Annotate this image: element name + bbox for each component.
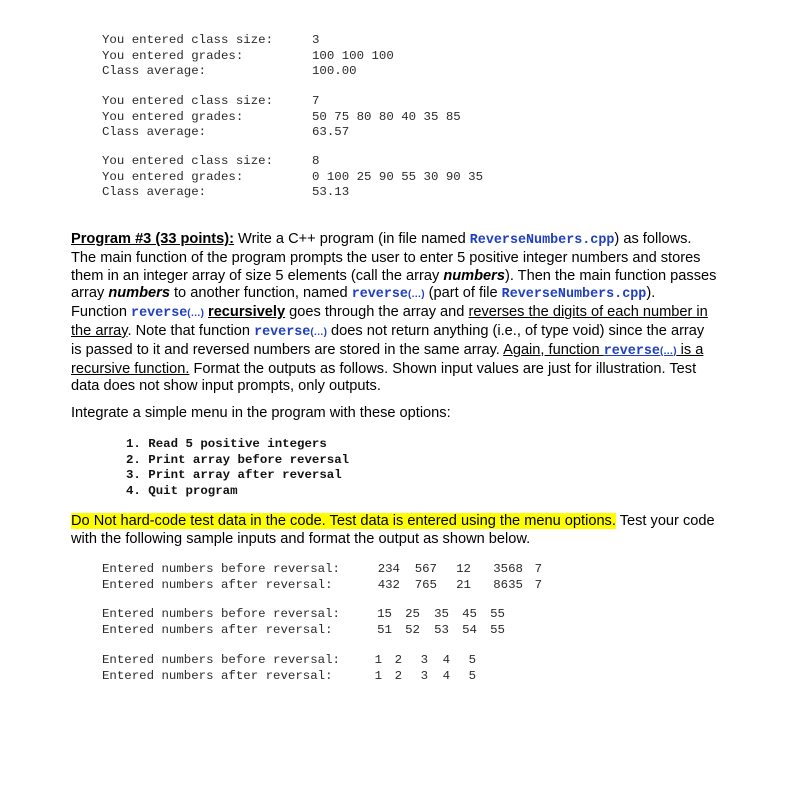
output-value: 0 100 25 90 55 30 90 35 — [312, 169, 484, 184]
number: 567 — [414, 562, 437, 576]
desc-text: the array — [71, 322, 128, 339]
output-value: 53.13 — [312, 185, 350, 199]
paren: (…) — [659, 345, 677, 357]
number: 55 — [490, 622, 505, 637]
paren: (…) — [310, 326, 327, 338]
output-label: Class average: — [102, 185, 207, 199]
number: 3 — [420, 653, 428, 667]
desc-line — [71, 342, 741, 361]
desc-line — [71, 513, 741, 531]
output-label: You entered class size: — [102, 94, 274, 108]
menu-intro — [71, 405, 741, 423]
desc-text: to another function, named — [169, 285, 352, 302]
desc-line — [71, 361, 741, 379]
desc-text: Function — [71, 304, 132, 321]
filename: ReverseNumbers.cpp — [501, 287, 647, 303]
number: 5 — [468, 653, 476, 667]
output-value: 63.57 — [312, 125, 350, 139]
number: 432 — [377, 577, 400, 592]
desc-text: ). — [646, 285, 656, 302]
paren: (…) — [407, 289, 425, 301]
number: 2 — [394, 668, 402, 683]
desc-text: reverses the digits of each number in — [468, 304, 708, 321]
desc-text: . Note that function — [127, 322, 255, 339]
desc-text: ). Then the main function passes — [504, 267, 717, 284]
reversal-label: Entered numbers before reversal: — [102, 653, 340, 667]
menu-intro-text: Integrate a simple menu in the program with these options: — [71, 405, 451, 421]
desc-text: Write a C++ program (in file named — [234, 231, 470, 247]
highlighted-text: Do Not hard-code test data in the code. Test data is entered using the menu options. — [71, 513, 616, 529]
output-value: 3 — [312, 33, 320, 47]
reversal-row-before — [102, 607, 505, 623]
desc-text: recursive function. — [71, 360, 190, 377]
output-label: You entered class size: — [102, 154, 274, 168]
test-instructions — [71, 513, 741, 549]
number: 52 — [405, 622, 420, 637]
output-label: You entered grades: — [102, 109, 244, 124]
output-value: 8 — [312, 154, 320, 168]
number: 21 — [456, 577, 471, 592]
number: 51 — [377, 622, 392, 637]
array-name: numbers — [108, 285, 170, 302]
output-label: You entered grades: — [102, 48, 244, 63]
number: 3568 — [493, 562, 523, 576]
desc-text: (part of file — [424, 285, 502, 302]
desc-text: does not return anything (i.e., of type void) since the array — [327, 322, 705, 339]
reversal-example-1 — [102, 562, 542, 593]
reversal-label: Entered numbers after reversal: — [102, 577, 333, 592]
number: 55 — [490, 607, 505, 621]
menu-option: 3. Print array after reversal — [126, 468, 342, 482]
reversal-row-after — [102, 622, 505, 639]
number: 7 — [534, 562, 542, 576]
reversal-label: Entered numbers before reversal: — [102, 562, 340, 576]
number: 1 — [374, 653, 382, 667]
desc-line: data does not show input prompts, only outputs. — [71, 378, 381, 395]
desc-text: array — [71, 285, 109, 302]
desc-line — [71, 304, 741, 323]
number: 54 — [462, 622, 477, 637]
desc-text: is passed to it and reversed numbers are stored in the same array. — [71, 341, 504, 358]
number: 5 — [468, 668, 476, 683]
desc-text: Again, function — [503, 341, 604, 358]
number: 4 — [442, 653, 450, 667]
paren: (…) — [187, 308, 204, 320]
program3-heading: Program #3 (33 points): — [71, 231, 234, 247]
number: 234 — [377, 562, 400, 576]
number: 4 — [442, 668, 450, 683]
number: 15 — [377, 607, 392, 621]
array-name: numbers — [443, 267, 505, 284]
reversal-example-3 — [102, 653, 476, 684]
number: 765 — [414, 577, 437, 592]
desc-text: goes through the array and — [285, 304, 469, 321]
number: 45 — [462, 607, 477, 621]
number: 7 — [534, 577, 542, 592]
output-label: You entered class size: — [102, 33, 274, 47]
desc-text: ) as follows. — [614, 231, 692, 247]
desc-line — [71, 285, 741, 304]
output-label: Class average: — [102, 64, 207, 78]
desc-line: The main function of the program prompts the user to enter 5 positive integer numbers and stores — [71, 249, 701, 266]
desc-line — [71, 268, 741, 286]
desc-text: Test your code — [615, 513, 715, 529]
number: 3 — [420, 668, 428, 683]
number: 12 — [456, 562, 471, 576]
menu-option: 4. Quit program — [126, 483, 238, 498]
desc-text: Format the outputs as follows. Shown input values are just for illustration. Test — [189, 360, 697, 377]
function-name: reverse — [131, 306, 188, 322]
output-value: 100.00 — [312, 64, 357, 78]
number: 2 — [394, 653, 402, 667]
desc-text: them in an integer array of size 5 elements (call the array — [71, 267, 444, 284]
output-value: 100 100 100 — [312, 48, 394, 63]
program3-description — [71, 231, 741, 396]
desc-text: is a — [676, 341, 704, 358]
function-name: reverse — [603, 343, 660, 359]
reversal-row-before — [102, 562, 542, 578]
reversal-row-after — [102, 668, 476, 685]
function-name: reverse — [351, 287, 408, 303]
reversal-example-2 — [102, 607, 505, 638]
number: 53 — [434, 622, 449, 637]
recursively-text: recursively — [208, 304, 286, 321]
reversal-label: Entered numbers before reversal: — [102, 607, 340, 621]
number: 8635 — [493, 577, 523, 592]
output-value: 7 — [312, 94, 320, 108]
reversal-row-before — [102, 653, 476, 669]
number: 35 — [434, 607, 449, 621]
reversal-row-after — [102, 577, 542, 594]
reversal-label: Entered numbers after reversal: — [102, 668, 333, 683]
number: 25 — [405, 607, 420, 621]
number: 1 — [374, 668, 382, 683]
function-name: reverse — [254, 324, 311, 340]
desc-line — [71, 231, 741, 250]
filename: ReverseNumbers.cpp — [469, 233, 615, 248]
output-label: Class average: — [102, 125, 207, 139]
output-value: 50 75 80 80 40 35 85 — [312, 109, 461, 124]
menu-option: 2. Print array before reversal — [126, 452, 350, 467]
output-label: You entered grades: — [102, 169, 244, 184]
menu-option: 1. Read 5 positive integers — [126, 437, 327, 451]
desc-line: with the following sample inputs and format the output as shown below. — [71, 530, 531, 547]
desc-line — [71, 323, 741, 342]
menu-options-list — [126, 437, 349, 499]
reversal-label: Entered numbers after reversal: — [102, 622, 333, 637]
